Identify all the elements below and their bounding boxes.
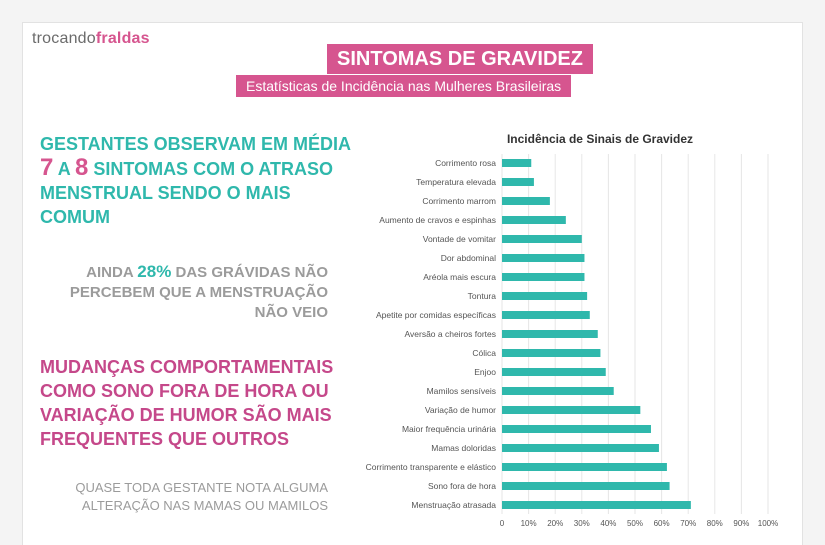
bar — [502, 387, 614, 395]
bar — [502, 368, 606, 376]
category-label: Aumento de cravos e espinhas — [379, 215, 496, 225]
fact-1-number-2: 8 — [75, 154, 89, 181]
bar — [502, 273, 584, 281]
page-subtitle: Estatísticas de Incidência nas Mulheres Brasileiras — [236, 75, 571, 97]
bar — [502, 406, 640, 414]
x-tick-label: 0 — [499, 519, 505, 528]
page-title: SINTOMAS DE GRAVIDEZ — [327, 44, 593, 74]
x-tick-label: 100% — [757, 519, 779, 528]
category-label: Tontura — [467, 291, 496, 301]
x-tick-label: 50% — [626, 519, 644, 528]
category-label: Sono fora de hora — [427, 481, 496, 491]
category-label: Enjoo — [474, 367, 496, 377]
logo-part-1: trocando — [32, 30, 96, 47]
category-label: Corrimento transparente e elástico — [365, 462, 496, 472]
x-tick-label: 70% — [680, 519, 697, 528]
bar — [502, 178, 534, 186]
category-label: Maior frequência urinária — [401, 424, 496, 434]
bar — [502, 330, 598, 338]
chart-title: Incidência de Sinais de Gravidez — [506, 132, 694, 146]
bar — [502, 349, 600, 357]
bar — [502, 482, 670, 490]
bar — [502, 311, 590, 319]
fact-1-text-a: GESTANTES OBSERVAM EM MÉDIA — [40, 134, 351, 154]
category-label: Menstruação atrasada — [411, 500, 496, 510]
fact-breasts: QUASE TODA GESTANTE NOTA ALGUMA ALTERAÇÃO NAS MAMAS OU MAMILOS — [75, 480, 328, 513]
fact-behavior: MUDANÇAS COMPORTAMENTAIS COMO SONO FORA DE HORA OU VARIAÇÃO DE HUMOR SÃO MAIS FREQUENTES QUE OUTROS — [40, 357, 334, 449]
category-label: Corrimento marrom — [422, 196, 496, 206]
bar — [502, 501, 691, 509]
category-label: Dor abdominal — [440, 253, 496, 263]
category-label: Temperatura elevada — [416, 177, 496, 187]
bar — [502, 463, 667, 471]
category-label: Corrimento rosa — [435, 158, 496, 168]
bar — [502, 254, 584, 262]
bar — [502, 292, 587, 300]
category-label: Aréola mais escura — [423, 272, 496, 282]
category-label: Variação de humor — [424, 405, 496, 415]
category-label: Mamilos sensíveis — [426, 386, 496, 396]
x-tick-label: 10% — [520, 519, 537, 528]
category-label: Mamas doloridas — [431, 443, 496, 453]
category-label: Vontade de vomitar — [422, 234, 496, 244]
bar — [502, 444, 659, 452]
fact-2-text-b: DAS GRÁVIDAS NÃO PERCEBEM QUE A MENSTRUAÇÃO NÃO VEIO — [69, 264, 328, 321]
fact-1-text-c: SINTOMAS COM O ATRASO MENSTRUAL SENDO O MAIS COMUM — [40, 159, 334, 227]
x-tick-label: 80% — [706, 519, 723, 528]
bar — [502, 159, 531, 167]
x-tick-label: 40% — [600, 519, 617, 528]
fact-2-text-a: AINDA — [86, 264, 138, 281]
fact-2-percent: 28% — [137, 262, 172, 281]
x-tick-label: 90% — [733, 519, 750, 528]
category-label: Cólica — [472, 348, 496, 358]
category-label: Aversão a cheiros fortes — [404, 329, 496, 339]
category-label: Apetite por comidas específicas — [375, 310, 496, 320]
x-tick-label: 20% — [547, 519, 564, 528]
bar — [502, 216, 566, 224]
x-tick-label: 60% — [653, 519, 670, 528]
bar — [502, 235, 582, 243]
fact-1-number-1: 7 — [40, 154, 54, 181]
x-tick-label: 30% — [573, 519, 590, 528]
logo-part-2: fraldas — [95, 30, 150, 47]
bar — [502, 197, 550, 205]
bar — [502, 425, 651, 433]
fact-1-text-b: A — [53, 159, 76, 179]
